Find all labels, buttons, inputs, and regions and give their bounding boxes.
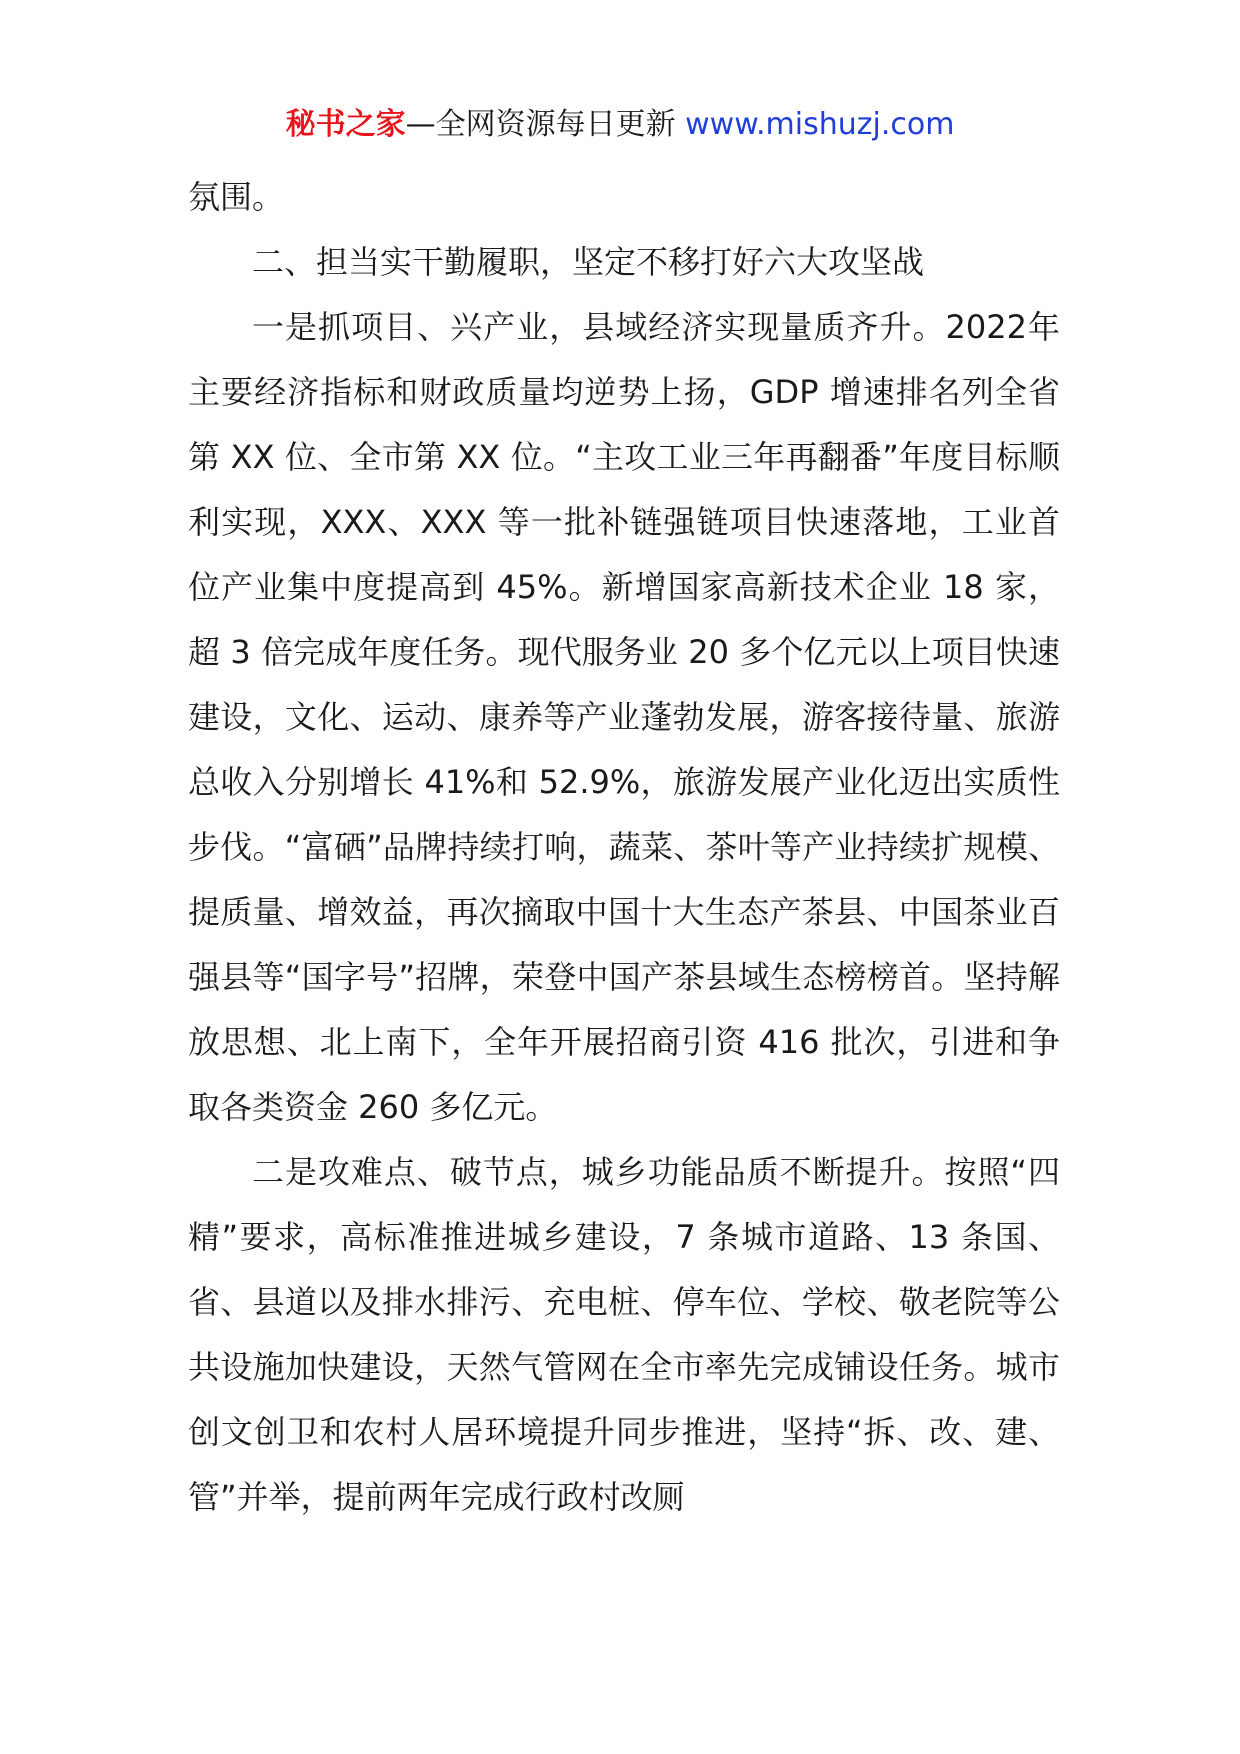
paragraph: 一是抓项目、兴产业，县域经济实现量质齐升。2022年主要经济指标和财政质量均逆势上扬，GDP 增速排名列全省第 XX 位、全市第 XX 位。“主攻工业三年再翻番”年度目标顺利实现，XXX、XXX 等一批补链强链项目快速落地，工业首位产业集中度提高到 45%。新增国家高新技术企业 18 家，超 3 倍完成年度任务。现代服务业 20 多个亿元以上项目快速建设，文化、运动、康养等产业蓬勃发展，游客接待量、旅游总收入分别增长 41%和 52.9%，旅游发展产业化迈出实质性步伐。“富硒”品牌持续打响，蔬菜、茶叶等产业持续扩规模、提质量、增效益，再次摘取中国十大生态产茶县、中国茶业百强县等“国字号”招牌，荣登中国产茶县域生态榜榜首。坚持解放思想、北上南下，全年开展招商引资 416 批次，引进和争取各类资金 260 多亿元。 [188,308,1060,1126]
site-url: www.mishuzj.com [685,107,955,142]
section-heading: 二、担当实干勤履职，坚定不移打好六大攻坚战 [252,243,925,281]
paragraph: 二是攻难点、破节点，城乡功能品质不断提升。按照“四精”要求，高标准推进城乡建设，7 条城市道路、13 条国、省、县道以及排水排污、充电桩、停车位、学校、敬老院等公共设施加快建设，天然气管网在全市率先完成铺设任务。城市创文创卫和农村人居环境提升同步推进，坚持“拆、改、建、管”并举，提前两年完成行政村改厕 [188,1153,1060,1516]
header-slogan: —全网资源每日更新 [405,107,686,142]
page-header-watermark [0,103,1240,147]
document-body [188,165,1060,1530]
brand-name: 秘书之家 [285,107,406,142]
paragraph-continuation: 氛围。 [188,178,285,216]
